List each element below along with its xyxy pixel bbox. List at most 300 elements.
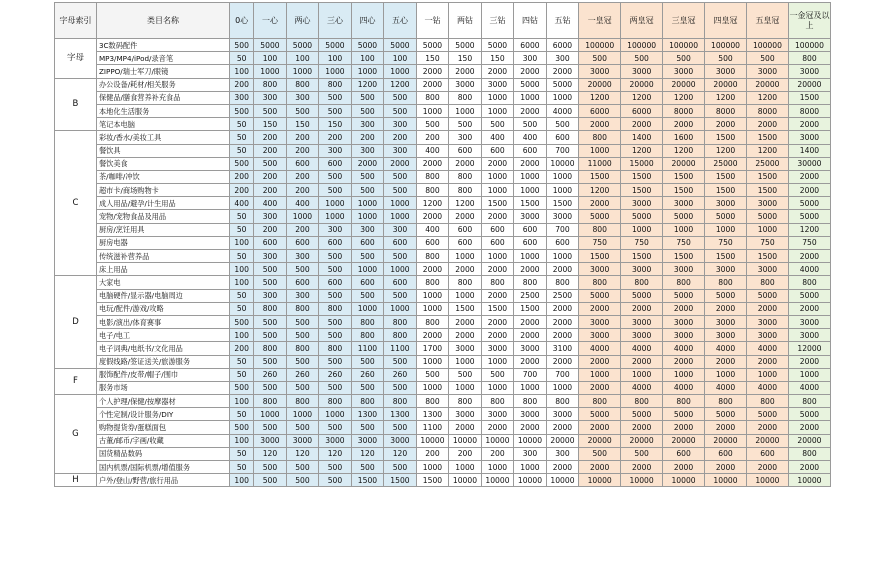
deposit-value-cell: 3000: [705, 263, 747, 276]
deposit-value-cell: 260: [384, 368, 417, 381]
deposit-value-cell: 1000: [449, 250, 482, 263]
deposit-value-cell: 500: [319, 289, 352, 302]
deposit-value-cell: 500: [319, 170, 352, 183]
deposit-value-cell: 5000: [546, 78, 579, 91]
deposit-value-cell: 200: [254, 223, 287, 236]
deposit-value-cell: 3000: [705, 65, 747, 78]
deposit-value-cell: 8000: [663, 104, 705, 117]
deposit-value-cell: 1000: [416, 381, 449, 394]
deposit-value-cell: 800: [286, 302, 319, 315]
deposit-value-cell: 100000: [579, 39, 621, 52]
deposit-value-cell: 100000: [663, 39, 705, 52]
deposit-value-cell: 10000: [788, 474, 830, 487]
category-name-cell: 电玩/配件/游戏/攻略: [96, 302, 229, 315]
deposit-value-cell: 500: [351, 355, 384, 368]
deposit-value-cell: 300: [319, 223, 352, 236]
deposit-value-cell: 2000: [746, 461, 788, 474]
table-row: [55, 408, 831, 421]
table-row: [55, 236, 831, 249]
deposit-value-cell: 2000: [705, 355, 747, 368]
deposit-value-cell: 2000: [579, 421, 621, 434]
deposit-value-cell: 500: [319, 263, 352, 276]
deposit-value-cell: 1200: [579, 184, 621, 197]
deposit-value-cell: 3000: [286, 434, 319, 447]
deposit-value-cell: 800: [579, 131, 621, 144]
deposit-value-cell: 1200: [579, 91, 621, 104]
deposit-value-cell: 300: [286, 250, 319, 263]
deposit-value-cell: 260: [351, 368, 384, 381]
deposit-value-cell: 100000: [705, 39, 747, 52]
deposit-value-cell: 500: [416, 118, 449, 131]
deposit-value-cell: 3000: [788, 65, 830, 78]
deposit-value-cell: 2000: [481, 210, 514, 223]
deposit-value-cell: 600: [416, 236, 449, 249]
deposit-value-cell: 3000: [663, 65, 705, 78]
deposit-value-cell: 3000: [621, 263, 663, 276]
deposit-value-cell: 1000: [514, 184, 547, 197]
deposit-value-cell: 500: [705, 52, 747, 65]
deposit-value-cell: 10000: [621, 474, 663, 487]
deposit-value-cell: 600: [449, 236, 482, 249]
table-row: [55, 184, 831, 197]
deposit-value-cell: 800: [621, 395, 663, 408]
category-name-cell: 宠物/宠物食品及用品: [96, 210, 229, 223]
deposit-value-cell: 1200: [705, 91, 747, 104]
deposit-value-cell: 2000: [449, 263, 482, 276]
deposit-value-cell: 3000: [546, 210, 579, 223]
deposit-value-cell: 1500: [514, 197, 547, 210]
deposit-value-cell: 400: [254, 197, 287, 210]
deposit-value-cell: 600: [286, 236, 319, 249]
deposit-value-cell: 10000: [416, 434, 449, 447]
deposit-value-cell: 8000: [746, 104, 788, 117]
deposit-value-cell: 1000: [351, 197, 384, 210]
deposit-value-cell: 300: [449, 131, 482, 144]
deposit-value-cell: 500: [286, 355, 319, 368]
header-level: 两钻: [449, 3, 482, 39]
deposit-value-cell: 1300: [351, 408, 384, 421]
deposit-value-cell: 300: [254, 250, 287, 263]
deposit-value-cell: 500: [663, 52, 705, 65]
deposit-value-cell: 2000: [746, 355, 788, 368]
deposit-value-cell: 800: [254, 78, 287, 91]
deposit-value-cell: 5000: [579, 210, 621, 223]
deposit-value-cell: 2000: [546, 461, 579, 474]
deposit-value-cell: 600: [481, 223, 514, 236]
header-level: 一金冠及以上: [788, 3, 830, 39]
deposit-value-cell: 1000: [481, 461, 514, 474]
header-level: 四钻: [514, 3, 547, 39]
deposit-value-cell: 500: [319, 355, 352, 368]
deposit-value-cell: 800: [546, 276, 579, 289]
deposit-value-cell: 3000: [351, 434, 384, 447]
deposit-value-cell: 1000: [319, 408, 352, 421]
deposit-value-cell: 500: [384, 355, 417, 368]
letter-index-cell: H: [55, 474, 97, 487]
deposit-value-cell: 1000: [546, 184, 579, 197]
header-level: 五心: [384, 3, 417, 39]
deposit-value-cell: 2000: [514, 157, 547, 170]
deposit-value-cell: 12000: [788, 342, 830, 355]
deposit-value-cell: 500: [579, 52, 621, 65]
deposit-value-cell: 50: [230, 144, 254, 157]
deposit-value-cell: 10000: [481, 434, 514, 447]
deposit-value-cell: 10000: [546, 157, 579, 170]
deposit-value-cell: 500: [319, 329, 352, 342]
deposit-value-cell: 1200: [788, 223, 830, 236]
deposit-value-cell: 800: [319, 395, 352, 408]
deposit-value-cell: 120: [286, 447, 319, 460]
table-row: [55, 263, 831, 276]
deposit-value-cell: 3000: [514, 342, 547, 355]
deposit-value-cell: 2000: [546, 302, 579, 315]
deposit-value-cell: 2000: [663, 118, 705, 131]
deposit-value-cell: 100: [230, 474, 254, 487]
deposit-value-cell: 1000: [514, 381, 547, 394]
deposit-value-cell: 3000: [449, 408, 482, 421]
deposit-value-cell: 500: [449, 368, 482, 381]
category-name-cell: 个性定制/设计服务/DIY: [96, 408, 229, 421]
deposit-value-cell: 1500: [546, 197, 579, 210]
deposit-value-cell: 3000: [663, 315, 705, 328]
deposit-value-cell: 300: [384, 223, 417, 236]
deposit-value-cell: 10000: [449, 474, 482, 487]
deposit-value-cell: 1000: [481, 250, 514, 263]
deposit-value-cell: 800: [705, 395, 747, 408]
deposit-value-cell: 2000: [546, 329, 579, 342]
deposit-value-cell: 300: [384, 118, 417, 131]
deposit-value-cell: 1000: [481, 170, 514, 183]
deposit-value-cell: 2000: [481, 329, 514, 342]
deposit-value-cell: 800: [788, 395, 830, 408]
deposit-value-cell: 1200: [416, 197, 449, 210]
table-row: [55, 250, 831, 263]
letter-index-cell: 字母: [55, 39, 97, 79]
deposit-value-cell: 3000: [254, 434, 287, 447]
deposit-value-cell: 2000: [621, 421, 663, 434]
deposit-value-cell: 750: [705, 236, 747, 249]
deposit-value-cell: 200: [351, 131, 384, 144]
deposit-value-cell: 500: [351, 289, 384, 302]
deposit-value-cell: 1000: [319, 65, 352, 78]
deposit-value-cell: 2000: [546, 355, 579, 368]
deposit-value-cell: 200: [254, 144, 287, 157]
deposit-value-cell: 50: [230, 408, 254, 421]
deposit-value-cell: 600: [449, 223, 482, 236]
category-name-cell: 电影/演出/体育赛事: [96, 315, 229, 328]
deposit-value-cell: 4000: [746, 381, 788, 394]
deposit-value-cell: 1200: [351, 78, 384, 91]
deposit-value-cell: 800: [449, 170, 482, 183]
deposit-value-cell: 500: [746, 52, 788, 65]
deposit-value-cell: 800: [384, 395, 417, 408]
deposit-value-cell: 300: [514, 52, 547, 65]
deposit-value-cell: 2000: [788, 461, 830, 474]
table-row: [55, 131, 831, 144]
table-row: [55, 39, 831, 52]
deposit-value-cell: 1000: [254, 65, 287, 78]
category-name-cell: 国货精品数码: [96, 447, 229, 460]
deposit-value-cell: 5000: [621, 289, 663, 302]
deposit-value-cell: 400: [286, 197, 319, 210]
table-row: [55, 395, 831, 408]
deposit-value-cell: 800: [416, 184, 449, 197]
deposit-value-cell: 1000: [286, 65, 319, 78]
deposit-value-cell: 1000: [705, 368, 747, 381]
deposit-value-cell: 300: [254, 91, 287, 104]
deposit-value-cell: 1500: [663, 250, 705, 263]
deposit-value-cell: 5000: [579, 408, 621, 421]
deposit-value-cell: 2000: [579, 381, 621, 394]
deposit-value-cell: 20000: [663, 434, 705, 447]
deposit-value-cell: 2000: [788, 118, 830, 131]
deposit-value-cell: 800: [663, 395, 705, 408]
deposit-value-cell: 3000: [579, 329, 621, 342]
deposit-value-cell: 800: [351, 315, 384, 328]
deposit-value-cell: 30000: [788, 157, 830, 170]
category-name-cell: 大家电: [96, 276, 229, 289]
deposit-value-cell: 500: [546, 118, 579, 131]
deposit-value-cell: 500: [319, 104, 352, 117]
deposit-value-cell: 600: [384, 236, 417, 249]
header-level: 一心: [254, 3, 287, 39]
deposit-value-cell: 500: [514, 118, 547, 131]
deposit-value-cell: 3100: [546, 342, 579, 355]
deposit-value-cell: 750: [663, 236, 705, 249]
deposit-value-cell: 600: [286, 276, 319, 289]
deposit-value-cell: 11000: [579, 157, 621, 170]
header-level: 四心: [351, 3, 384, 39]
deposit-value-cell: 1000: [416, 355, 449, 368]
header-row: [55, 3, 831, 39]
deposit-value-cell: 600: [705, 447, 747, 460]
deposit-value-cell: 50: [230, 355, 254, 368]
deposit-value-cell: 1000: [663, 223, 705, 236]
deposit-value-cell: 1300: [384, 408, 417, 421]
deposit-value-cell: 1400: [788, 144, 830, 157]
deposit-value-cell: 1000: [286, 210, 319, 223]
deposit-value-cell: 2000: [546, 315, 579, 328]
deposit-value-cell: 1000: [705, 223, 747, 236]
deposit-value-cell: 150: [286, 118, 319, 131]
deposit-value-cell: 2000: [449, 210, 482, 223]
deposit-value-cell: 4000: [663, 342, 705, 355]
deposit-value-cell: 5000: [705, 289, 747, 302]
deposit-value-cell: 500: [286, 381, 319, 394]
deposit-value-cell: 600: [746, 447, 788, 460]
deposit-value-cell: 3000: [449, 342, 482, 355]
deposit-value-cell: 2000: [788, 184, 830, 197]
deposit-value-cell: 800: [286, 78, 319, 91]
category-name-cell: 国内机票/国际机票/增值服务: [96, 461, 229, 474]
deposit-value-cell: 5000: [788, 289, 830, 302]
deposit-value-cell: 5000: [286, 39, 319, 52]
deposit-value-cell: 500: [351, 250, 384, 263]
deposit-value-cell: 800: [514, 276, 547, 289]
table-row: [55, 434, 831, 447]
deposit-value-cell: 600: [449, 144, 482, 157]
deposit-value-cell: 2000: [705, 461, 747, 474]
deposit-value-cell: 600: [514, 144, 547, 157]
deposit-value-cell: 500: [384, 170, 417, 183]
deposit-value-cell: 2000: [514, 355, 547, 368]
deposit-value-cell: 20000: [579, 78, 621, 91]
deposit-value-cell: 2000: [621, 355, 663, 368]
header-category: 类目名称: [96, 3, 229, 39]
deposit-value-cell: 400: [416, 223, 449, 236]
deposit-value-cell: 300: [546, 447, 579, 460]
deposit-value-cell: 6000: [621, 104, 663, 117]
deposit-value-cell: 3000: [579, 315, 621, 328]
deposit-value-cell: 500: [384, 421, 417, 434]
deposit-value-cell: 800: [449, 276, 482, 289]
deposit-value-cell: 400: [230, 197, 254, 210]
header-level: 0心: [230, 3, 254, 39]
table-row: [55, 197, 831, 210]
deposit-value-cell: 800: [416, 276, 449, 289]
deposit-value-cell: 50: [230, 368, 254, 381]
deposit-value-cell: 1200: [384, 78, 417, 91]
category-name-cell: 厨房/烹饪用具: [96, 223, 229, 236]
deposit-value-cell: 2000: [788, 302, 830, 315]
deposit-value-cell: 260: [254, 368, 287, 381]
category-name-cell: 本地化生活服务: [96, 104, 229, 117]
deposit-value-cell: 1000: [546, 91, 579, 104]
deposit-value-cell: 500: [286, 104, 319, 117]
deposit-value-cell: 1000: [579, 144, 621, 157]
deposit-value-cell: 500: [230, 381, 254, 394]
deposit-value-cell: 500: [254, 461, 287, 474]
table-row: [55, 144, 831, 157]
deposit-value-cell: 25000: [705, 157, 747, 170]
deposit-value-cell: 300: [546, 52, 579, 65]
header-level: 五皇冠: [746, 3, 788, 39]
deposit-value-cell: 200: [449, 447, 482, 460]
deposit-value-cell: 500: [319, 315, 352, 328]
deposit-value-cell: 1200: [746, 91, 788, 104]
deposit-value-cell: 3000: [579, 263, 621, 276]
deposit-value-cell: 5000: [579, 289, 621, 302]
deposit-value-cell: 500: [319, 250, 352, 263]
category-name-cell: 彩妆/香水/美妆工具: [96, 131, 229, 144]
deposit-value-cell: 100: [384, 52, 417, 65]
deposit-value-cell: 6000: [546, 39, 579, 52]
deposit-value-cell: 50: [230, 289, 254, 302]
table-row: [55, 52, 831, 65]
category-name-cell: 电子词典/电纸书/文化用品: [96, 342, 229, 355]
deposit-value-cell: 100: [230, 395, 254, 408]
deposit-value-cell: 1500: [481, 197, 514, 210]
deposit-value-cell: 3000: [746, 329, 788, 342]
header-level: 两皇冠: [621, 3, 663, 39]
deposit-value-cell: 500: [286, 421, 319, 434]
deposit-value-cell: 1200: [746, 144, 788, 157]
deposit-value-cell: 600: [481, 236, 514, 249]
table-body: [55, 39, 831, 487]
deposit-value-cell: 1000: [384, 302, 417, 315]
deposit-value-cell: 1500: [705, 131, 747, 144]
deposit-value-cell: 500: [319, 421, 352, 434]
deposit-value-cell: 1000: [621, 368, 663, 381]
table-row: [55, 91, 831, 104]
deposit-value-cell: 5000: [514, 78, 547, 91]
deposit-value-cell: 200: [286, 131, 319, 144]
deposit-value-cell: 3000: [481, 408, 514, 421]
deposit-value-cell: 1000: [546, 170, 579, 183]
deposit-value-cell: 3000: [546, 408, 579, 421]
deposit-value-cell: 2000: [481, 315, 514, 328]
deposit-value-cell: 6000: [579, 104, 621, 117]
deposit-value-cell: 2000: [579, 302, 621, 315]
header-level: 三钻: [481, 3, 514, 39]
deposit-value-cell: 20000: [621, 78, 663, 91]
category-name-cell: 成人用品/避孕/计生用品: [96, 197, 229, 210]
deposit-value-cell: 10000: [579, 474, 621, 487]
deposit-value-cell: 750: [746, 236, 788, 249]
deposit-value-cell: 100: [230, 65, 254, 78]
deposit-value-cell: 1500: [481, 302, 514, 315]
deposit-value-cell: 50: [230, 461, 254, 474]
deposit-value-cell: 800: [788, 276, 830, 289]
header-level: 一钻: [416, 3, 449, 39]
letter-index-cell: C: [55, 131, 97, 276]
deposit-value-cell: 500: [384, 104, 417, 117]
deposit-value-cell: 25000: [746, 157, 788, 170]
deposit-value-cell: 800: [621, 276, 663, 289]
deposit-value-cell: 200: [286, 144, 319, 157]
table-row: [55, 461, 831, 474]
deposit-value-cell: 6000: [514, 39, 547, 52]
deposit-value-cell: 150: [449, 52, 482, 65]
deposit-value-cell: 2000: [416, 157, 449, 170]
deposit-value-cell: 200: [481, 447, 514, 460]
deposit-value-cell: 2000: [481, 263, 514, 276]
deposit-value-cell: 1000: [384, 65, 417, 78]
deposit-value-cell: 2000: [579, 461, 621, 474]
deposit-value-cell: 200: [230, 184, 254, 197]
deposit-value-cell: 500: [351, 170, 384, 183]
table-row: [55, 104, 831, 117]
deposit-value-cell: 4000: [546, 104, 579, 117]
deposit-value-cell: 1500: [705, 184, 747, 197]
deposit-value-cell: 800: [254, 342, 287, 355]
deposit-value-cell: 3000: [319, 434, 352, 447]
deposit-value-cell: 2000: [384, 157, 417, 170]
deposit-value-cell: 2000: [416, 78, 449, 91]
category-name-cell: 度假线路/签证送关/旅游服务: [96, 355, 229, 368]
deposit-value-cell: 800: [449, 184, 482, 197]
deposit-value-cell: 1500: [384, 474, 417, 487]
deposit-value-cell: 200: [230, 342, 254, 355]
deposit-value-cell: 1600: [663, 131, 705, 144]
deposit-value-cell: 3000: [788, 315, 830, 328]
deposit-value-cell: 500: [230, 104, 254, 117]
deposit-value-cell: 4000: [705, 381, 747, 394]
table-row: [55, 118, 831, 131]
deposit-value-cell: 1000: [319, 197, 352, 210]
deposit-value-cell: 700: [546, 144, 579, 157]
deposit-value-cell: 20000: [579, 434, 621, 447]
deposit-value-cell: 300: [319, 144, 352, 157]
deposit-value-cell: 400: [416, 144, 449, 157]
deposit-value-cell: 1000: [351, 263, 384, 276]
deposit-value-cell: 500: [384, 184, 417, 197]
deposit-value-cell: 600: [254, 236, 287, 249]
deposit-value-cell: 5000: [746, 210, 788, 223]
deposit-value-cell: 2000: [788, 170, 830, 183]
deposit-value-cell: 1000: [663, 368, 705, 381]
deposit-value-cell: 2000: [788, 250, 830, 263]
